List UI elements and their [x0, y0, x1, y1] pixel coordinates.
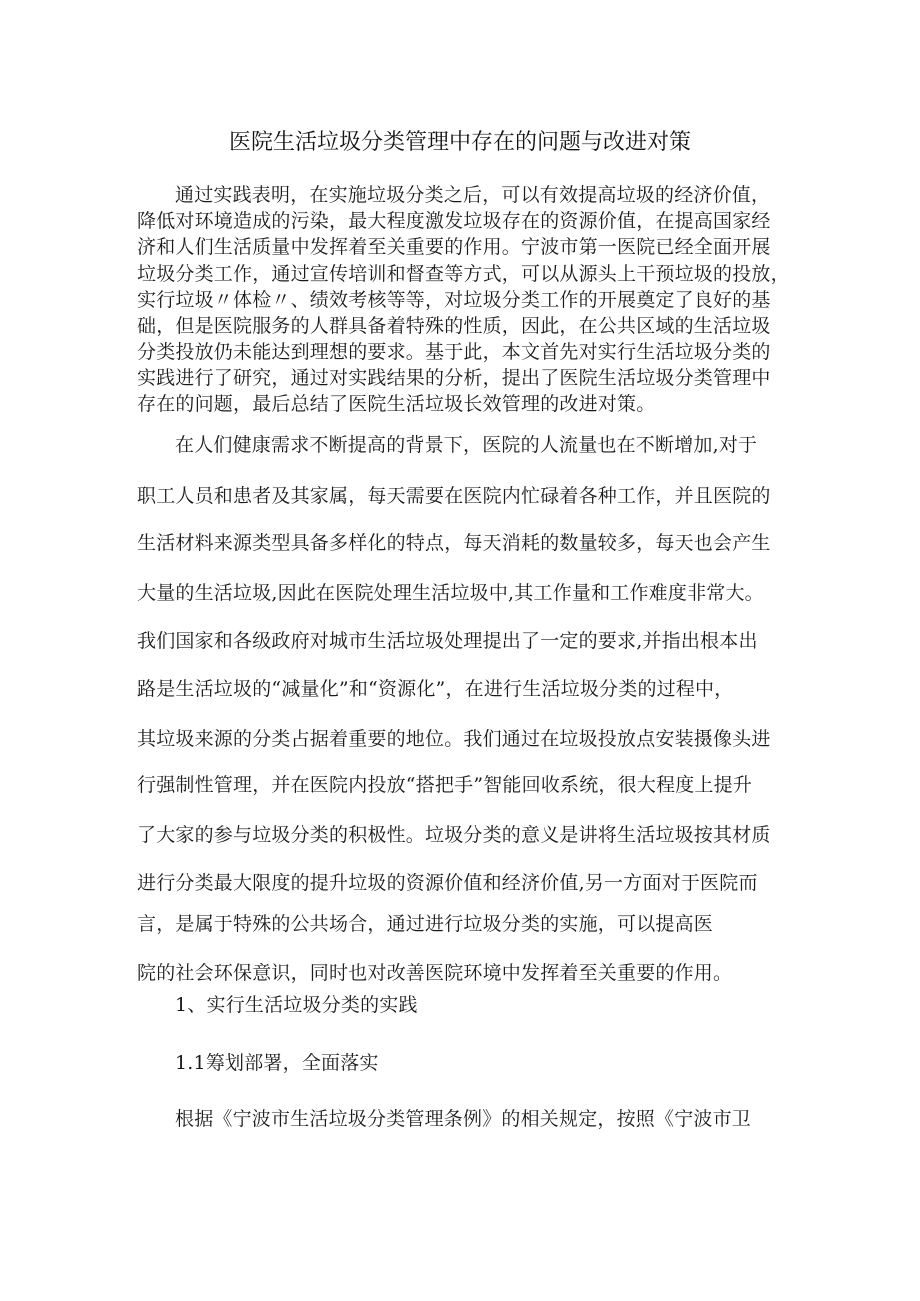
body-line: 生活材料来源类型具备多样化的特点，每天消耗的数量较多，每天也会产生: [137, 532, 771, 554]
body-line: 其垃圾来源的分类占据着重要的地位。我们通过在垃圾投放点安装摄像头进: [137, 728, 771, 750]
body-line: 路是生活垃圾的“减量化”和“资源化”，在进行生活垃圾分类的过程中，: [137, 678, 734, 700]
abstract-line: 济和人们生活质量中发挥着至关重要的作用。宁波市第一医院已经全面开展: [137, 236, 771, 258]
body-line: 了大家的参与垃圾分类的积极性。垃圾分类的意义是讲将生活垃圾按其材质: [137, 824, 771, 846]
body-line: 我们国家和各级政府对城市生活垃圾处理提出了一定的要求,并指出根本出: [137, 630, 758, 652]
body-line: 在人们健康需求不断提高的背景下，医院的人流量也在不断增加,对于: [175, 434, 758, 456]
document-title: 医院生活垃圾分类管理中存在的问题与改进对策: [228, 130, 691, 155]
abstract-line: 础，但是医院服务的人群具备着特殊的性质，因此，在公共区域的生活垃圾: [137, 315, 771, 337]
body-line: 根据《宁波市生活垃圾分类管理条例》的相关规定，按照《宁波市卫: [175, 1108, 752, 1130]
subsection-heading: 1.1筹划部署，全面落实: [175, 1052, 379, 1074]
abstract-line: 实行垃圾〃体检〃、绩效考核等等，对垃圾分类工作的开展奠定了良好的基: [137, 289, 771, 311]
body-line: 言，是属于特殊的公共场合，通过进行垃圾分类的实施，可以提高医: [137, 913, 714, 935]
body-line: 行强制性管理，并在医院内投放“搭把手”智能回收系统，很大程度上提升: [137, 774, 753, 796]
body-line: 进行分类最大限度的提升垃圾的资源价值和经济价值,另一方面对于医院而: [137, 872, 758, 894]
abstract-line: 垃圾分类工作，通过宣传培训和督查等方式，可以从源头上干预垃圾的投放，: [137, 263, 790, 285]
abstract-line: 存在的问题，最后总结了医院生活垃圾长效管理的改进对策。: [137, 393, 656, 415]
body-line: 院的社会环保意识，同时也对改善医院环境中发挥着至关重要的作用。: [137, 962, 733, 984]
abstract-line: 降低对环境造成的污染，最大程度激发垃圾存在的资源价值，在提高国家经: [137, 210, 771, 232]
abstract-line: 分类投放仍未能达到理想的要求。基于此，本文首先对实行生活垃圾分类的: [137, 341, 771, 363]
abstract-line: 实践进行了研究，通过对实践结果的分析，提出了医院生活垃圾分类管理中: [137, 367, 771, 389]
section-heading: 1、实行生活垃圾分类的实践: [175, 994, 418, 1016]
abstract-line: 通过实践表明，在实施垃圾分类之后，可以有效提高垃圾的经济价值，: [175, 184, 771, 206]
body-line: 大量的生活垃圾,因此在医院处理生活垃圾中,其工作量和工作难度非常大。: [137, 582, 764, 604]
body-line: 职工人员和患者及其家属，每天需要在医院内忙碌着各种工作，并且医院的: [137, 485, 771, 507]
